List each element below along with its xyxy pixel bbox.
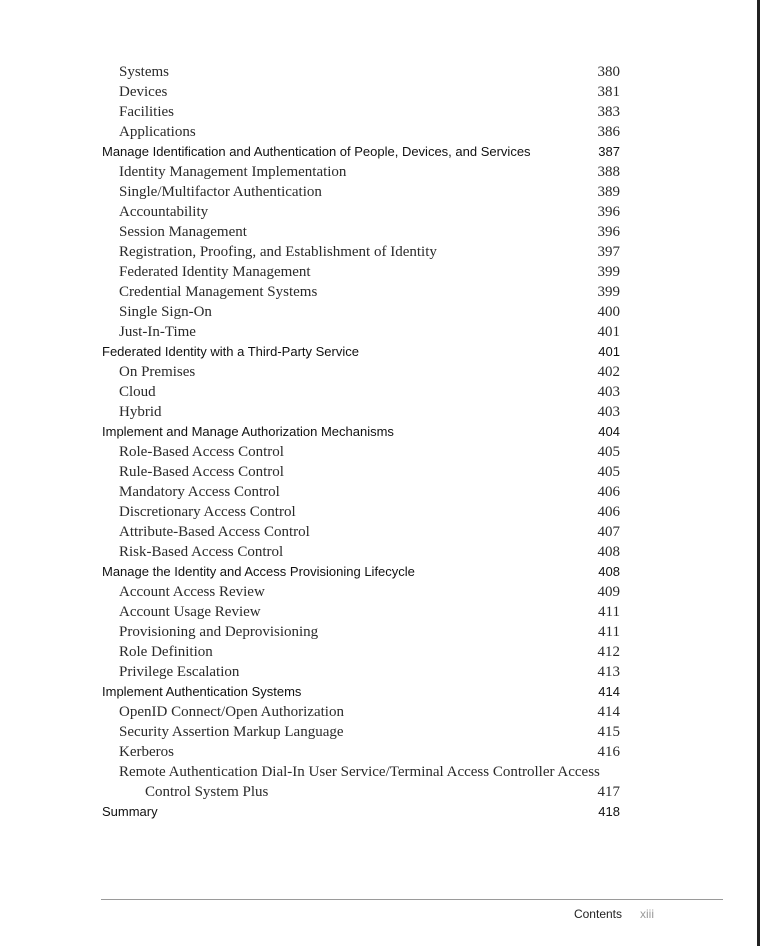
toc-entry-title: Risk-Based Access Control (119, 544, 284, 560)
toc-entry-page: 397 (597, 244, 620, 260)
toc-entry-page: 406 (597, 484, 620, 500)
toc-section-entry (0, 422, 760, 442)
toc-entry-page: 407 (597, 524, 620, 540)
toc-entry-page: 401 (598, 344, 620, 359)
toc-entry (0, 162, 760, 182)
toc-entry-title: Credential Management Systems (119, 284, 318, 300)
toc-entry-page: 414 (598, 684, 620, 699)
toc-entry-title: Remote Authentication Dial-In User Service/Terminal Access Controller Access (119, 764, 600, 780)
toc-entry-title: OpenID Connect/Open Authorization (119, 704, 344, 720)
toc-entry (0, 742, 760, 762)
toc-entry (0, 462, 760, 482)
toc-entry-page: 401 (597, 324, 620, 340)
footer-label: Contents (573, 907, 622, 921)
table-of-contents (0, 62, 760, 822)
toc-entry (0, 662, 760, 682)
toc-entry (0, 442, 760, 462)
toc-entry-page: 402 (597, 364, 620, 380)
toc-entry (0, 622, 760, 642)
toc-entry (0, 522, 760, 542)
toc-entry-title: Just-In-Time (119, 324, 196, 340)
toc-section-entry (0, 562, 760, 582)
toc-entry (0, 502, 760, 522)
toc-entry-page: 403 (597, 384, 620, 400)
toc-entry (0, 402, 760, 422)
toc-entry-title: Manage the Identity and Access Provisioning Lifecycle (102, 564, 415, 579)
toc-entry-page: 403 (597, 404, 620, 420)
toc-entry (0, 602, 760, 622)
toc-entry-page: 408 (598, 564, 620, 579)
toc-entry (0, 782, 760, 802)
toc-entry-title: Applications (119, 124, 196, 140)
toc-entry-page: 411 (598, 624, 620, 640)
toc-entry-title: Role Definition (119, 644, 213, 660)
toc-entry-page: 408 (597, 544, 620, 560)
toc-entry-title: Summary (102, 804, 158, 819)
toc-entry-page: 406 (597, 504, 620, 520)
toc-entry-title: Security Assertion Markup Language (119, 724, 344, 740)
toc-entry (0, 102, 760, 122)
footer-page-number: xiii (640, 907, 654, 921)
toc-entry-page: 404 (598, 424, 620, 439)
toc-entry-page: 415 (597, 724, 620, 740)
toc-entry-title: Mandatory Access Control (119, 484, 280, 500)
toc-entry-title: Account Usage Review (119, 604, 261, 620)
toc-entry-title: Single/Multifactor Authentication (119, 184, 322, 200)
toc-entry-page: 381 (597, 84, 620, 100)
toc-entry (0, 282, 760, 302)
toc-entry-title: Session Management (119, 224, 247, 240)
toc-entry-title: Role-Based Access Control (119, 444, 284, 460)
toc-entry-page: 405 (597, 444, 620, 460)
toc-entry-page: 396 (597, 204, 620, 220)
running-footer (574, 905, 654, 923)
toc-entry-page: 386 (597, 124, 620, 140)
toc-entry-title: Facilities (119, 104, 174, 120)
toc-entry (0, 482, 760, 502)
toc-entry-page: 417 (597, 784, 620, 800)
toc-entry (0, 262, 760, 282)
toc-section-entry (0, 342, 760, 362)
toc-entry-title: Control System Plus (145, 784, 269, 800)
toc-entry-title: Rule-Based Access Control (119, 464, 284, 480)
toc-entry-title: Privilege Escalation (119, 664, 240, 680)
toc-entry-page: 380 (597, 64, 620, 80)
toc-entry (0, 702, 760, 722)
toc-entry (0, 542, 760, 562)
toc-entry (0, 182, 760, 202)
toc-entry (0, 302, 760, 322)
toc-entry-title: Account Access Review (119, 584, 265, 600)
toc-entry (0, 722, 760, 742)
toc-entry-title: Manage Identification and Authentication of People, Devices, and Services (102, 144, 531, 159)
toc-entry-title: On Premises (119, 364, 196, 380)
toc-entry-page: 383 (597, 104, 620, 120)
toc-entry (0, 82, 760, 102)
toc-entry (0, 242, 760, 262)
toc-entry (0, 362, 760, 382)
toc-entry-title: Single Sign-On (119, 304, 212, 320)
toc-entry-page: 414 (597, 704, 620, 720)
toc-entry (0, 62, 760, 82)
toc-entry-title: Registration, Proofing, and Establishment of Identity (119, 244, 437, 260)
toc-entry-page: 400 (597, 304, 620, 320)
toc-entry-page: 405 (597, 464, 620, 480)
toc-section-entry (0, 682, 760, 702)
toc-entry-page: 413 (597, 664, 620, 680)
toc-entry-page: 412 (597, 644, 620, 660)
toc-entry-title: Devices (119, 84, 168, 100)
toc-entry-page: 399 (597, 264, 620, 280)
toc-entry-title: Accountability (119, 204, 209, 220)
toc-entry (0, 642, 760, 662)
toc-entry (0, 382, 760, 402)
toc-entry (0, 582, 760, 602)
toc-entry-title: Systems (119, 64, 170, 80)
toc-section-entry (0, 802, 760, 822)
toc-entry (0, 322, 760, 342)
toc-entry-title: Hybrid (119, 404, 162, 420)
toc-entry-page: 416 (597, 744, 620, 760)
footer-rule (101, 899, 723, 900)
toc-entry (0, 762, 760, 782)
toc-entry (0, 202, 760, 222)
toc-entry-page: 388 (597, 164, 620, 180)
toc-entry-page: 389 (597, 184, 620, 200)
toc-entry-title: Identity Management Implementation (119, 164, 347, 180)
toc-entry-title: Discretionary Access Control (119, 504, 296, 520)
toc-entry-title: Federated Identity Management (119, 264, 311, 280)
toc-entry (0, 122, 760, 142)
toc-entry-page: 411 (598, 604, 620, 620)
toc-entry-page: 418 (598, 804, 620, 819)
toc-entry-page: 396 (597, 224, 620, 240)
toc-entry-title: Provisioning and Deprovisioning (119, 624, 319, 640)
toc-entry-title: Kerberos (119, 744, 174, 760)
toc-section-entry (0, 142, 760, 162)
toc-entry-page: 399 (597, 284, 620, 300)
toc-entry-title: Implement Authentication Systems (102, 684, 302, 699)
toc-entry-title: Federated Identity with a Third-Party Service (102, 344, 359, 359)
toc-entry-title: Cloud (119, 384, 156, 400)
toc-entry-page: 409 (597, 584, 620, 600)
toc-entry-title: Attribute-Based Access Control (119, 524, 310, 540)
toc-entry-title: Implement and Manage Authorization Mechanisms (102, 424, 394, 439)
toc-entry (0, 222, 760, 242)
toc-entry-page: 387 (598, 144, 620, 159)
